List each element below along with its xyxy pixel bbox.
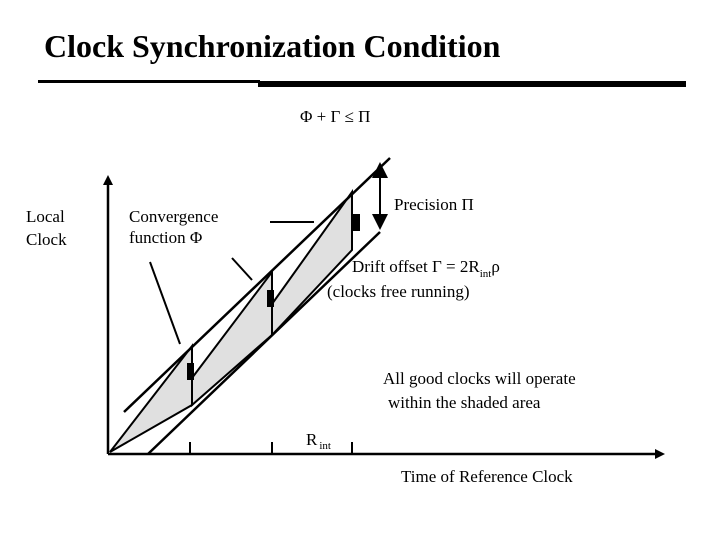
lower-bound-line: [148, 232, 380, 454]
precision-label: Precision Π: [394, 195, 474, 214]
shaded-area-note-line2: within the shaded area: [388, 393, 541, 412]
resync-interval-label: [306, 430, 331, 452]
resync-interval-subscript: int: [319, 440, 331, 452]
drift-offset-prefix: Drift offset Γ = 2R: [352, 257, 480, 276]
convergence-label-line2: function Φ: [129, 228, 203, 247]
shaded-region-1: [110, 346, 192, 452]
drift-offset-suffix: ρ: [491, 257, 500, 276]
drift-offset-label: [352, 257, 500, 280]
y-axis-label-line2: Clock: [26, 230, 67, 249]
drift-offset-note: (clocks free running): [327, 282, 470, 301]
drift-offset-subscript: int: [479, 268, 492, 280]
resync-marker-3: [353, 214, 360, 231]
convergence-label-line1: Convergence: [129, 207, 219, 226]
convergence-leader-1: [150, 262, 180, 344]
shaded-region-2: [192, 272, 272, 405]
shaded-region-3: [272, 192, 352, 335]
sync-condition-formula: Φ + Γ ≤ Π: [300, 107, 371, 126]
resync-marker-1: [187, 363, 194, 380]
shaded-area-note-line1: All good clocks will operate: [383, 369, 576, 388]
convergence-leader-2: [232, 258, 252, 280]
x-axis-label: Time of Reference Clock: [401, 467, 573, 486]
slide-title: Clock Synchronization Condition: [44, 28, 501, 64]
precision-arrow-top-head: [372, 162, 388, 178]
resync-marker-2: [267, 290, 274, 307]
resync-interval-base: R: [306, 430, 318, 449]
y-axis-label-line1: Local: [26, 207, 65, 226]
precision-arrow-bottom-head: [372, 214, 388, 230]
